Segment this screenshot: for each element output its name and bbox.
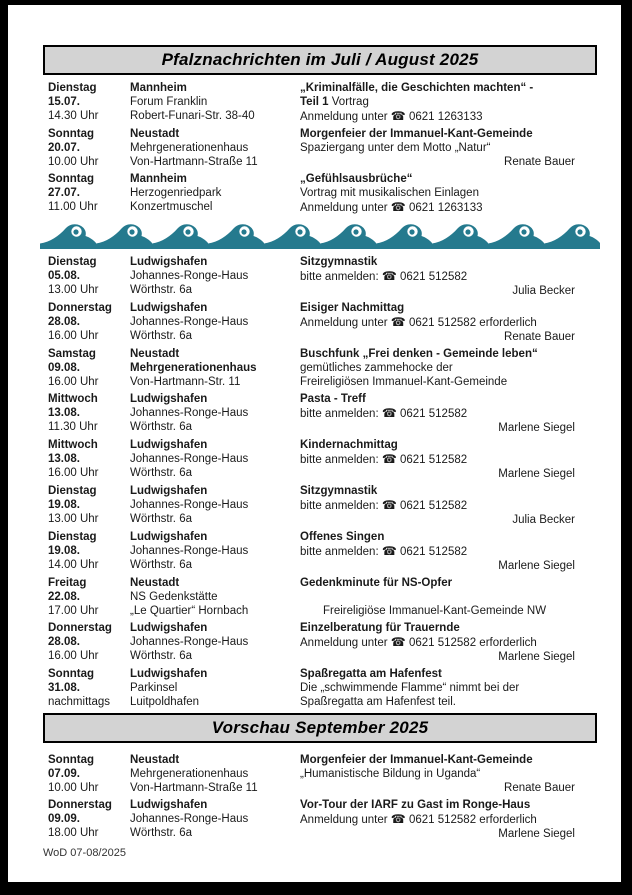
event-date (43, 753, 130, 795)
text-segment: bitte anmelden: (300, 546, 382, 558)
event-location (130, 576, 300, 618)
event-date-line: 14.30 Uhr (48, 110, 99, 122)
event-location-line: NS Gedenkstätte (130, 591, 218, 603)
event-description-line (300, 650, 597, 664)
event-location-line: Neustadt (130, 128, 180, 140)
event-location-line: Ludwigshafen (130, 256, 208, 268)
event-description-line (300, 530, 597, 544)
event-location-line: Neustadt (130, 577, 180, 589)
text-segment: 0621 1263133 (405, 202, 483, 214)
event-location-line: Johannes-Ronge-Haus (130, 270, 249, 282)
event-row (43, 621, 621, 664)
event-date-line: Donnerstag (48, 302, 112, 314)
text-segment: Julia Becker (512, 514, 575, 526)
text-segment: bitte anmelden: (300, 454, 382, 466)
event-description-line (300, 141, 597, 155)
event-description-line (300, 406, 597, 421)
event-location-line: Johannes-Ronge-Haus (130, 636, 249, 648)
event-description-line (300, 392, 597, 406)
section-header-september-title: Vorschau September 2025 (211, 718, 429, 737)
event-description-line (300, 155, 597, 169)
event-date-line: Dienstag (48, 256, 97, 268)
event-date-line: 17.00 Uhr (48, 605, 99, 617)
event-date-line: 19.08. (48, 545, 80, 557)
event-date-line: Sonntag (48, 668, 94, 680)
event-location (130, 127, 300, 169)
phone-icon: ☎ (390, 812, 406, 826)
event-description-line (300, 95, 597, 109)
event-date-line: Donnerstag (48, 622, 112, 634)
event-date-line: Freitag (48, 577, 87, 589)
event-location (130, 172, 300, 215)
event-description (300, 81, 597, 124)
event-date-line: Dienstag (48, 531, 97, 543)
text-segment: Anmeldung unter (300, 202, 391, 214)
event-description-line (300, 421, 597, 435)
event-description (300, 255, 597, 298)
text-segment: Teil 1 (300, 96, 329, 108)
event-location-line: Johannes-Ronge-Haus (130, 499, 249, 511)
event-description-line (300, 347, 597, 361)
event-row (43, 392, 621, 435)
event-location-line: Wörthstr. 6a (130, 650, 192, 662)
event-date-line: 27.07. (48, 187, 80, 199)
event-date-line: 18.00 Uhr (48, 827, 99, 839)
event-description-line (300, 484, 597, 498)
event-description-line (300, 604, 597, 618)
event-description (300, 301, 597, 344)
event-description-line (300, 621, 597, 635)
event-date-line: 07.09. (48, 768, 80, 780)
event-row (43, 798, 621, 841)
event-location (130, 301, 300, 344)
text-segment: Morgenfeier der Immanuel-Kant-Gemeinde (300, 754, 533, 766)
event-date-line: 10.00 Uhr (48, 156, 99, 168)
event-description (300, 798, 597, 841)
event-location-line: Herzogenriedpark (130, 187, 222, 199)
event-date-line: 16.00 Uhr (48, 467, 99, 479)
event-date (43, 438, 130, 481)
text-segment: Renate Bauer (504, 331, 575, 343)
event-location-line: Johannes-Ronge-Haus (130, 316, 249, 328)
text-segment: Spaßregatta am Hafenfest (300, 668, 442, 680)
event-row (43, 667, 621, 709)
event-location-line: Neustadt (130, 348, 180, 360)
text-segment: 0621 512582 (396, 546, 468, 558)
event-description-line (300, 544, 597, 559)
event-description-line (300, 590, 597, 604)
newsletter-page (8, 5, 621, 882)
text-segment: Spaßregatta am Hafenfest teil. (300, 696, 456, 708)
text-segment: bitte anmelden: (300, 408, 382, 420)
event-row (43, 347, 621, 389)
event-row (43, 301, 621, 344)
event-date (43, 576, 130, 618)
text-segment: 0621 1263133 (405, 111, 483, 123)
event-location-line: Forum Franklin (130, 96, 208, 108)
event-location-line: Johannes-Ronge-Haus (130, 545, 249, 557)
event-date-line: 13.00 Uhr (48, 284, 99, 296)
event-date (43, 301, 130, 344)
event-location-line: Ludwigshafen (130, 439, 208, 451)
event-description-line (300, 467, 597, 481)
wave-divider-graphic (40, 223, 600, 249)
text-segment: „Kriminalfälle, die Geschichten machten“ - (300, 82, 534, 94)
text-segment: Kindernachmittag (300, 439, 398, 451)
text-segment: Gedenkminute für NS-Opfer (300, 577, 453, 589)
event-date (43, 255, 130, 298)
event-location-line: Ludwigshafen (130, 393, 208, 405)
event-date-line: 16.00 Uhr (48, 330, 99, 342)
event-row (43, 576, 621, 618)
event-location-line: Robert-Funari-Str. 38-40 (130, 110, 255, 122)
event-date (43, 530, 130, 573)
text-segment: „Humanistische Bildung in Uganda“ (300, 768, 481, 780)
text-segment: 0621 512582 erforderlich (405, 814, 537, 826)
text-segment: Anmeldung unter (300, 111, 391, 123)
event-location-line: Johannes-Ronge-Haus (130, 407, 249, 419)
event-description-line (300, 330, 597, 344)
phone-icon: ☎ (390, 109, 406, 123)
event-location-line: Wörthstr. 6a (130, 827, 192, 839)
event-location (130, 81, 300, 124)
section-header-july-august-title: Pfalznachrichten im Juli / August 2025 (161, 50, 479, 69)
event-description-line (300, 81, 597, 95)
event-description-line (300, 798, 597, 812)
wave-pattern-fill (40, 223, 600, 249)
events-september (43, 753, 621, 841)
event-date-line: Dienstag (48, 485, 97, 497)
event-description-line (300, 452, 597, 467)
event-row (43, 438, 621, 481)
event-description (300, 484, 597, 527)
event-date (43, 172, 130, 215)
text-segment: 0621 512582 (396, 500, 468, 512)
event-location-line: „Le Quartier“ Hornbach (130, 605, 249, 617)
text-segment: Freireligiösen Immanuel-Kant-Gemeinde (300, 376, 508, 388)
event-description-line (300, 812, 597, 827)
event-date-line: Donnerstag (48, 799, 112, 811)
phone-icon: ☎ (381, 544, 397, 558)
event-row (43, 484, 621, 527)
event-description (300, 530, 597, 573)
text-segment: Buschfunk „Frei denken - Gemeinde leben“ (300, 348, 538, 360)
event-description-line (300, 255, 597, 269)
text-segment: Freireligiöse Immanuel-Kant-Gemeinde NW (323, 605, 547, 617)
text-segment: Vortrag mit musikalischen Einlagen (300, 187, 479, 199)
event-description-line (300, 301, 597, 315)
text-segment: Morgenfeier der Immanuel-Kant-Gemeinde (300, 128, 533, 140)
event-location (130, 667, 300, 709)
event-description-line (300, 681, 597, 695)
event-description-line (300, 667, 597, 681)
text-segment: Vortrag (328, 96, 369, 108)
text-segment: Spaziergang unter dem Motto „Natur“ (300, 142, 491, 154)
event-description-line (300, 269, 597, 284)
event-location-line: Ludwigshafen (130, 531, 208, 543)
footer-code: WoD 07-08/2025 (43, 847, 126, 859)
event-row (43, 753, 621, 795)
text-segment: Sitzgymnastik (300, 485, 378, 497)
event-location-line: Mehrgenerationenhaus (130, 142, 249, 154)
text-segment: Marlene Siegel (498, 468, 575, 480)
event-row (43, 172, 621, 215)
event-description-line (300, 635, 597, 650)
text-segment: Die „schwimmende Flamme“ nimmt bei der (300, 682, 520, 694)
event-description-line (300, 576, 597, 590)
event-date-line: 16.00 Uhr (48, 376, 99, 388)
event-description (300, 576, 597, 618)
text-segment: Pasta - Treff (300, 393, 366, 405)
event-description (300, 347, 597, 389)
phone-icon: ☎ (390, 315, 406, 329)
event-location (130, 484, 300, 527)
event-description-line (300, 127, 597, 141)
event-location-line: Mehrgenerationenhaus (130, 768, 249, 780)
text-segment: gemütliches zammehocke der (300, 362, 453, 374)
event-date (43, 127, 130, 169)
event-date-line: 11.30 Uhr (48, 421, 98, 433)
text-segment: Julia Becker (512, 285, 575, 297)
phone-icon: ☎ (381, 406, 397, 420)
event-date-line: Mittwoch (48, 393, 98, 405)
event-date-line: 09.08. (48, 362, 80, 374)
event-date (43, 347, 130, 389)
event-date-line: 16.00 Uhr (48, 650, 99, 662)
event-description-line (300, 284, 597, 298)
event-location-line: Neustadt (130, 754, 180, 766)
text-segment: 0621 512582 erforderlich (405, 637, 537, 649)
event-location-line: Parkinsel (130, 682, 178, 694)
text-segment: 0621 512582 erforderlich (405, 317, 537, 329)
text-segment: Offenes Singen (300, 531, 385, 543)
event-date-line: Mittwoch (48, 439, 98, 451)
event-location-line: Ludwigshafen (130, 799, 208, 811)
event-description-line (300, 559, 597, 573)
event-location (130, 530, 300, 573)
event-description-line (300, 315, 597, 330)
event-date-line: 28.08. (48, 316, 80, 328)
section-header-september (43, 713, 597, 743)
event-date-line: 28.08. (48, 636, 80, 648)
text-segment: 0621 512582 (396, 271, 468, 283)
event-description-line (300, 753, 597, 767)
phone-icon: ☎ (381, 498, 397, 512)
text-segment: 0621 512582 (396, 454, 468, 466)
event-description-line (300, 438, 597, 452)
event-location-line: Wörthstr. 6a (130, 421, 192, 433)
event-date-line: Sonntag (48, 173, 94, 185)
event-date-line: Sonntag (48, 128, 94, 140)
event-description-line (300, 186, 597, 200)
event-description (300, 621, 597, 664)
event-location-line: Ludwigshafen (130, 485, 208, 497)
phone-icon: ☎ (381, 452, 397, 466)
event-description-line (300, 513, 597, 527)
event-description-line (300, 361, 597, 375)
event-date-line: 11.00 Uhr (48, 201, 98, 213)
event-date-line: nachmittags (48, 696, 111, 708)
event-description-line (300, 200, 597, 215)
event-date-line: Samstag (48, 348, 96, 360)
event-location-line: Johannes-Ronge-Haus (130, 453, 249, 465)
text-segment: Marlene Siegel (498, 828, 575, 840)
text-segment: Sitzgymnastik (300, 256, 378, 268)
event-location-line: Wörthstr. 6a (130, 513, 192, 525)
page-content (8, 5, 621, 859)
event-date-line: 14.00 Uhr (48, 559, 99, 571)
event-date (43, 621, 130, 664)
text-segment: Marlene Siegel (498, 560, 575, 572)
event-description-line (300, 767, 597, 781)
event-date-line: 31.08. (48, 682, 80, 694)
event-location-line: Mannheim (130, 82, 187, 94)
event-description-line (300, 109, 597, 124)
event-date (43, 392, 130, 435)
event-date-line: 19.08. (48, 499, 80, 511)
event-date (43, 667, 130, 709)
event-location (130, 255, 300, 298)
event-date-line: 05.08. (48, 270, 80, 282)
event-row (43, 81, 621, 124)
text-segment: Anmeldung unter (300, 637, 391, 649)
text-segment: Vor-Tour der IARF zu Gast im Ronge-Haus (300, 799, 531, 811)
event-location-line: Luitpoldhafen (130, 696, 200, 708)
event-description-line (300, 827, 597, 841)
event-location-line: Wörthstr. 6a (130, 330, 192, 342)
phone-icon: ☎ (390, 200, 406, 214)
event-location-line: Konzertmuschel (130, 201, 213, 213)
event-description (300, 127, 597, 169)
section-header-july-august (43, 45, 597, 75)
event-location-line: Ludwigshafen (130, 668, 208, 680)
phone-icon: ☎ (390, 635, 406, 649)
event-description-line (300, 695, 597, 709)
event-date-line: 13.00 Uhr (48, 513, 99, 525)
event-date (43, 798, 130, 841)
text-segment: „Gefühlsausbrüche“ (300, 173, 413, 185)
event-description (300, 392, 597, 435)
text-segment: Renate Bauer (504, 782, 575, 794)
event-date-line: Sonntag (48, 754, 94, 766)
event-date-line: 10.00 Uhr (48, 782, 99, 794)
event-date-line: 15.07. (48, 96, 80, 108)
text-segment: Marlene Siegel (498, 651, 575, 663)
event-location-line: Wörthstr. 6a (130, 559, 192, 571)
event-date-line: 13.08. (48, 453, 80, 465)
event-description (300, 438, 597, 481)
event-location-line: Mannheim (130, 173, 187, 185)
event-location-line: Mehrgenerationenhaus (130, 362, 257, 374)
events-july (43, 81, 621, 215)
event-location (130, 347, 300, 389)
event-location-line: Wörthstr. 6a (130, 284, 192, 296)
event-location-line: Ludwigshafen (130, 622, 208, 634)
text-segment: Renate Bauer (504, 156, 575, 168)
phone-icon: ☎ (381, 269, 397, 283)
event-location (130, 392, 300, 435)
event-description (300, 172, 597, 215)
text-segment: 0621 512582 (396, 408, 468, 420)
event-date-line: 20.07. (48, 142, 80, 154)
text-segment: Einzelberatung für Trauernde (300, 622, 460, 634)
event-row (43, 255, 621, 298)
event-date-line: 09.09. (48, 813, 80, 825)
event-location (130, 753, 300, 795)
event-date-line: 13.08. (48, 407, 80, 419)
event-description-line (300, 781, 597, 795)
event-location (130, 798, 300, 841)
event-location-line: Von-Hartmann-Straße 11 (130, 156, 258, 168)
event-date (43, 81, 130, 124)
event-location-line: Von-Hartmann-Str. 11 (130, 376, 241, 388)
text-segment: Eisiger Nachmittag (300, 302, 405, 314)
text-segment: Anmeldung unter (300, 317, 391, 329)
event-row (43, 530, 621, 573)
text-segment: bitte anmelden: (300, 271, 382, 283)
event-location (130, 621, 300, 664)
events-august (43, 255, 621, 709)
event-description-line (300, 375, 597, 389)
event-date-line: 22.08. (48, 591, 80, 603)
event-location-line: Ludwigshafen (130, 302, 208, 314)
event-location (130, 438, 300, 481)
event-description-line (300, 172, 597, 186)
event-location-line: Wörthstr. 6a (130, 467, 192, 479)
event-location-line: Von-Hartmann-Straße 11 (130, 782, 258, 794)
text-segment: Marlene Siegel (498, 422, 575, 434)
event-description-line (300, 498, 597, 513)
event-date-line: Dienstag (48, 82, 97, 94)
text-segment: Anmeldung unter (300, 814, 391, 826)
event-date (43, 484, 130, 527)
text-segment: bitte anmelden: (300, 500, 382, 512)
event-row (43, 127, 621, 169)
event-description (300, 667, 597, 709)
event-location-line: Johannes-Ronge-Haus (130, 813, 249, 825)
event-description (300, 753, 597, 795)
